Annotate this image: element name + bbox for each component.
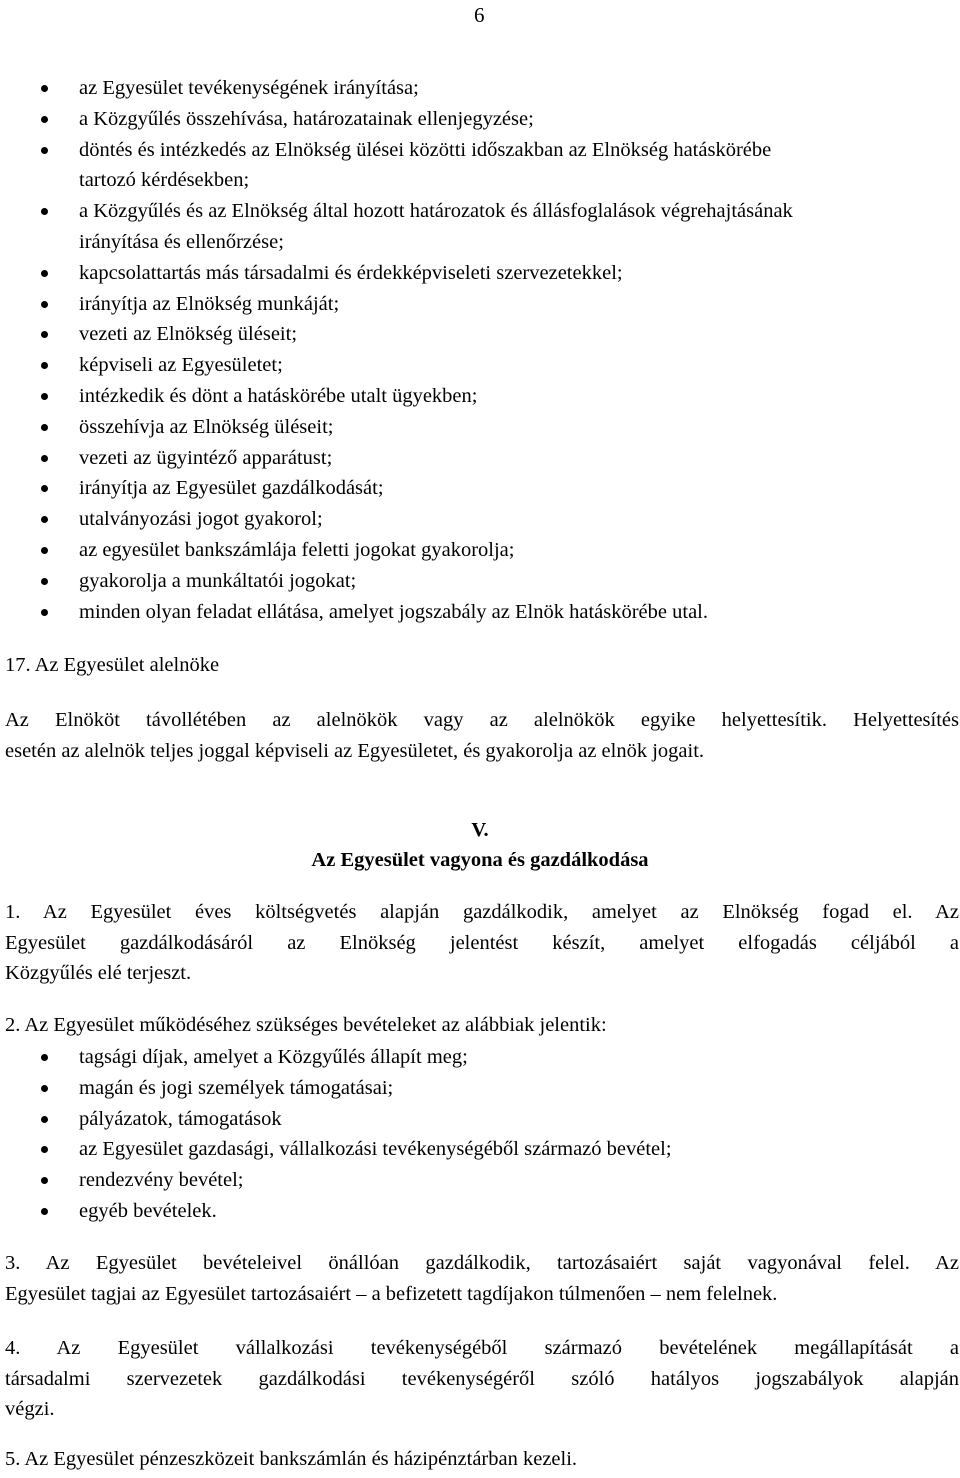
bullet-icon <box>41 116 48 123</box>
list-item: pályázatok, támogatások <box>0 1104 960 1135</box>
bullet-icon <box>41 609 48 616</box>
paragraph-3: 3. Az Egyesület bevételeivel önállóan gazdálkodik, tartozásaiért saját vagyonával felel. Az Egyesület tagjai az Egyesület tartozásaiért – a befizetett tagdíjakon túlmenően – nem felelnek. <box>5 1252 959 1305</box>
section-17-heading: 17. Az Egyesület alelnöke <box>5 654 220 676</box>
list-item: vezeti az Elnökség üléseit; <box>0 319 960 350</box>
bullet-icon <box>41 1146 48 1153</box>
paragraph-4: 4. Az Egyesület vállalkozási tevékenységéből származó bevételének megállapítását a társadalmi szervezetek gazdálkodási tevékenységéről szóló hatályos jogszabályok alapján végzi. <box>5 1337 959 1420</box>
paragraph-2-intro: 2. Az Egyesület működéséhez szükséges bevételeket az alábbiak jelentik: <box>5 1014 607 1036</box>
revenue-list <box>0 1042 960 1227</box>
list-item: irányítja az Elnökség munkáját; <box>0 289 960 320</box>
list-item: a Közgyűlés és az Elnökség által hozott határozatok és állásfoglalások végrehajtásának irányítása és ellenőrzése; <box>0 196 960 258</box>
list-item: döntés és intézkedés az Elnökség ülései közötti időszakban az Elnökség hatáskörébe tartozó kérdésekben; <box>0 135 960 197</box>
bullet-icon <box>41 547 48 554</box>
list-item: magán és jogi személyek támogatásai; <box>0 1073 960 1104</box>
bullet-icon <box>41 1054 48 1061</box>
duties-list <box>0 73 960 627</box>
page-number: 6 <box>474 3 485 27</box>
bullet-icon <box>41 424 48 431</box>
list-item: az Egyesület tevékenységének irányítása; <box>0 73 960 104</box>
bullet-icon <box>41 1177 48 1184</box>
bullet-icon <box>41 208 48 215</box>
chapter-number: V. <box>471 819 489 841</box>
list-item: irányítja az Egyesület gazdálkodását; <box>0 473 960 504</box>
bullet-icon <box>41 485 48 492</box>
bullet-icon <box>41 578 48 585</box>
list-item: tagsági díjak, amelyet a Közgyűlés állapít meg; <box>0 1042 960 1073</box>
bullet-icon <box>41 1116 48 1123</box>
bullet-icon <box>41 455 48 462</box>
paragraph-5: 5. Az Egyesület pénzeszközeit bankszámlán és házipénztárban kezeli. <box>5 1448 578 1470</box>
bullet-icon <box>41 270 48 277</box>
bullet-icon <box>41 331 48 338</box>
chapter-title: Az Egyesület vagyona és gazdálkodása <box>311 849 649 871</box>
list-item: utalványozási jogot gyakorol; <box>0 504 960 535</box>
list-item: az egyesület bankszámlája feletti jogokat gyakorolja; <box>0 535 960 566</box>
list-item: gyakorolja a munkáltatói jogokat; <box>0 566 960 597</box>
list-item: minden olyan feladat ellátása, amelyet jogszabály az Elnök hatáskörébe utal. <box>0 597 960 628</box>
list-item: kapcsolattartás más társadalmi és érdekképviseleti szervezetekkel; <box>0 258 960 289</box>
bullet-icon <box>41 362 48 369</box>
list-item: egyéb bevételek. <box>0 1196 960 1227</box>
list-item: képviseli az Egyesületet; <box>0 350 960 381</box>
paragraph-1: 1. Az Egyesület éves költségvetés alapján gazdálkodik, amelyet az Elnökség fogad el. Az Egyesület gazdálkodásáról az Elnökség jelentést készít, amelyet elfogadás céljából a Közgyűlés elé terjeszt. <box>5 901 959 984</box>
bullet-icon <box>41 393 48 400</box>
list-item: intézkedik és dönt a hatáskörébe utalt ügyekben; <box>0 381 960 412</box>
bullet-icon <box>41 516 48 523</box>
bullet-icon <box>41 85 48 92</box>
bullet-icon <box>41 301 48 308</box>
list-item: összehívja az Elnökség üléseit; <box>0 412 960 443</box>
list-item: az Egyesület gazdasági, vállalkozási tevékenységéből származó bevétel; <box>0 1134 960 1165</box>
list-item: a Közgyűlés összehívása, határozatainak ellenjegyzése; <box>0 104 960 135</box>
section-17-paragraph: Az Elnököt távollétében az alelnökök vagy az alelnökök egyike helyettesítik. Helyettesítés esetén az alelnök teljes joggal képviseli az Egyesületet, és gyakorolja az elnök jogait. <box>5 709 959 762</box>
list-item: vezeti az ügyintéző apparátust; <box>0 443 960 474</box>
bullet-icon <box>41 1085 48 1092</box>
bullet-icon <box>41 1208 48 1215</box>
list-item: rendezvény bevétel; <box>0 1165 960 1196</box>
bullet-icon <box>41 147 48 154</box>
